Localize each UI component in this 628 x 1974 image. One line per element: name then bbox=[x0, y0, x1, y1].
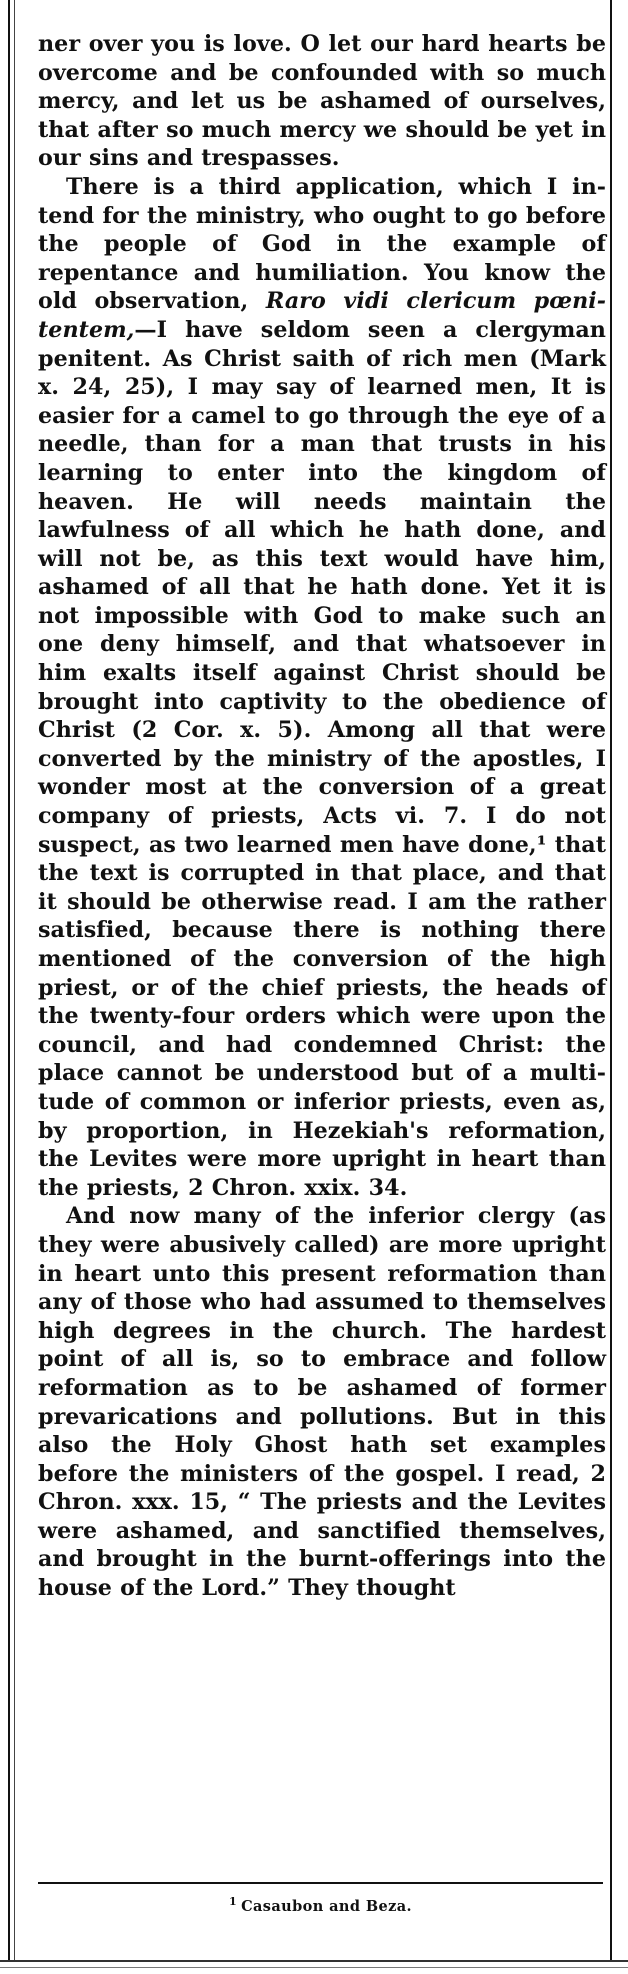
footnote-divider bbox=[38, 1882, 603, 1884]
footnote-mark: 1 bbox=[229, 1895, 238, 1909]
paragraph-2 bbox=[38, 173, 606, 1202]
paragraph-2-text-b: —I have seldom seen a clergyman penitent. As Christ saith of rich men (Mark x. 24, 25), I may say of learned men, It is easier for a camel to go through the eye of a needle, than for a man that trusts in his learning to enter into the kingdom of heaven. He will needs maintain the lawfulness of all which he hath done, and will not be, as this text would have him, ashamed of all that he hath done. Yet it is not impossible with God to make such an one deny himself, and that whatsoever in him exalts itself against Christ should be brought into captivity to the obedience of Christ (2 Cor. x. 5). Among all that were converted by the ministry of the apostles, I wonder most at the conversion of a great company of priests, Acts vi. 7. I do not suspect, as two learned men have done,¹ that the text is corrupted in that place, and that it should be otherwise read. I am the rather satisfied, because there is nothing there mentioned of the conversion of the high priest, or of the chief priests, the heads of the twenty-four orders which were upon the council, and had condemned Christ: the place cannot be understood but of a multitude of common or inferior priests, even as, by proportion, in Hezekiah's reformation, the Levites were more upright in heart than the priests, 2 Chron. xxix. 34. bbox=[38, 316, 606, 1201]
paragraph-3 bbox=[38, 1202, 606, 1602]
paragraph-2-text-a: There is a third application, which I intend for the ministry, who ought to go before the people of God in the example of repentance and humiliation. You know the old observation, bbox=[38, 173, 606, 315]
left-inner-border-rule bbox=[14, 0, 15, 1960]
paragraph-1 bbox=[38, 30, 606, 173]
paragraph-3-text: And now many of the inferior clergy (as they were abusively called) are more upright in heart unto this present reformation than any of those who had assumed to themselves high degrees in the church. The hardest point of all is, so to embrace and follow reformation as to be ashamed of former prevarications and pollutions. But in this also the Holy Ghost hath set examples before the ministers of the gospel. I read, 2 Chron. xxx. 15, “ The priests and the Levites were ashamed, and sanctified themselves, and brought in the burnt-offerings into the house of the Lord.” They thought bbox=[38, 1203, 606, 1602]
footnote-text: Casaubon and Beza. bbox=[241, 1898, 412, 1915]
bottom-inner-border-rule bbox=[0, 1967, 628, 1968]
left-border-rule bbox=[8, 0, 10, 1960]
latin-quotation: Raro vidi clericum pœnitentem, bbox=[38, 288, 606, 343]
text-column bbox=[38, 30, 606, 1603]
paragraph-1-text: ner over you is love. O let our hard hearts be overcome and be confounded with so much mercy, and let us be ashamed of ourselves, that after so much mercy we should be yet in our sins and trespasses. bbox=[38, 31, 606, 172]
right-border-rule bbox=[610, 0, 612, 1960]
bottom-border-rule bbox=[0, 1960, 628, 1962]
footnote bbox=[38, 1895, 603, 1915]
